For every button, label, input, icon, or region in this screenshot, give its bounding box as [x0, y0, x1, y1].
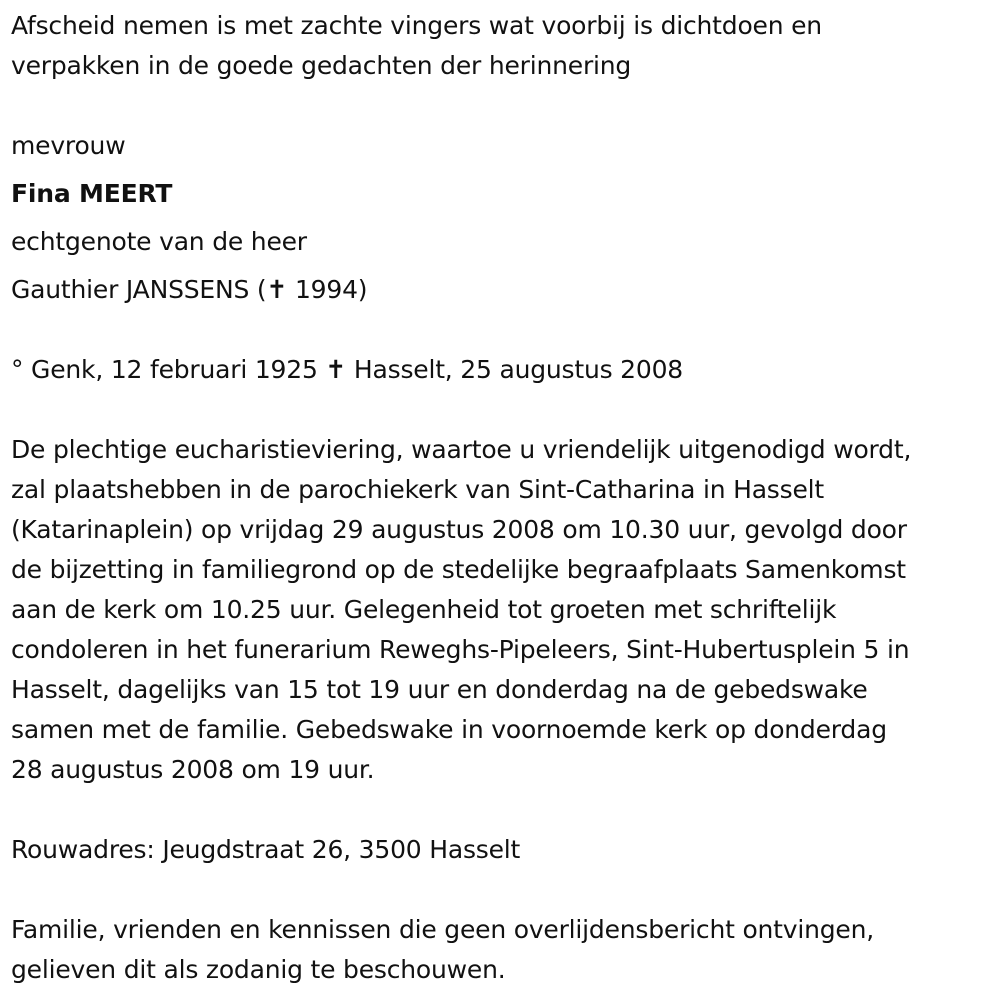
deceased-block	[11, 126, 993, 310]
quote-line-1: Afscheid nemen is met zachte vingers wat voorbij is dichtdoen en	[11, 11, 822, 40]
ceremony-paragraph	[11, 430, 993, 790]
closing-note	[11, 910, 993, 990]
obituary-notice	[11, 6, 993, 990]
quote-line-2: verpakken in de goede gedachten der herinnering	[11, 51, 632, 80]
spacer	[11, 310, 993, 350]
mourning-address: Rouwadres: Jeugdstraat 26, 3500 Hasselt	[11, 835, 521, 864]
relation-text: echtgenote van de heer	[11, 227, 307, 256]
spacer	[11, 790, 993, 830]
ceremony-line: condoleren in het funerarium Reweghs-Pipeleers, Sint-Hubertusplein 5 in	[11, 635, 910, 664]
ceremony-line: de bijzetting in familiegrond op de stedelijke begraafplaats Samenkomst	[11, 555, 906, 584]
honorific: mevrouw	[11, 131, 126, 160]
ceremony-line: 28 augustus 2008 om 19 uur.	[11, 755, 375, 784]
closing-line-1: Familie, vrienden en kennissen die geen overlijdensbericht ontvingen,	[11, 915, 875, 944]
ceremony-line: zal plaatshebben in de parochiekerk van Sint-Catharina in Hasselt	[11, 475, 824, 504]
deceased-name: Fina MEERT	[11, 179, 173, 208]
ceremony-line: aan de kerk om 10.25 uur. Gelegenheid tot groeten met schriftelijk	[11, 595, 837, 624]
spacer	[11, 870, 993, 910]
quote-block	[11, 6, 993, 86]
ceremony-line: (Katarinaplein) op vrijdag 29 augustus 2008 om 10.30 uur, gevolgd door	[11, 515, 907, 544]
spacer	[11, 86, 993, 126]
ceremony-line: samen met de familie. Gebedswake in voornoemde kerk op donderdag	[11, 715, 887, 744]
ceremony-line: De plechtige eucharistieviering, waartoe u vriendelijk uitgenodigd wordt,	[11, 435, 912, 464]
closing-line-2: gelieven dit als zodanig te beschouwen.	[11, 955, 506, 984]
spouse-name: Gauthier JANSSENS (✝ 1994)	[11, 275, 368, 304]
birth-death-dates: ° Genk, 12 februari 1925 ✝ Hasselt, 25 augustus 2008	[11, 355, 683, 384]
spacer	[11, 390, 993, 430]
ceremony-line: Hasselt, dagelijks van 15 tot 19 uur en donderdag na de gebedswake	[11, 675, 868, 704]
